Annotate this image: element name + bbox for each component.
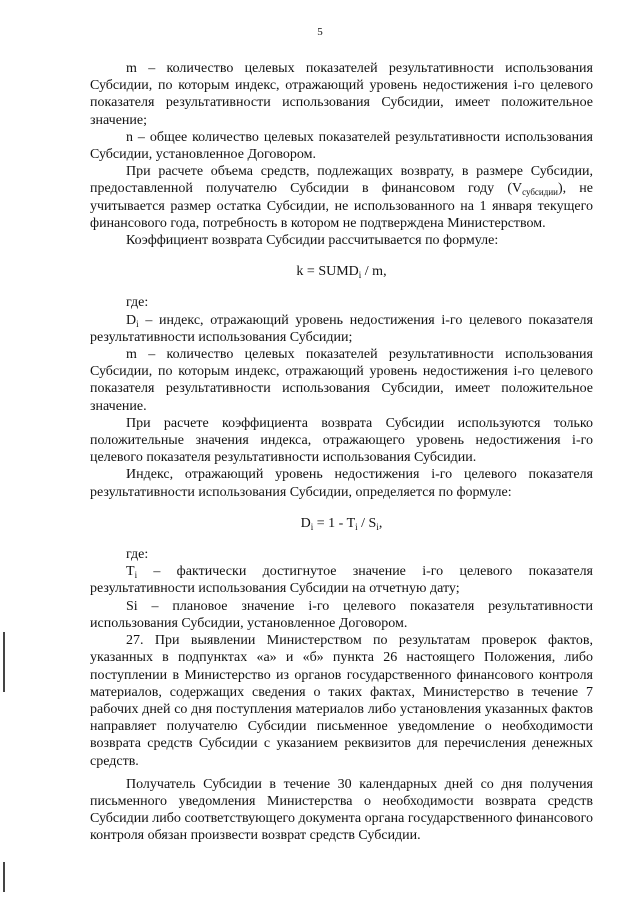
paragraph: При расчете коэффициента возврата Субсидии используются только положительные значения индекса, отражающего уровень недостижения i-го целевого показателя результативности использования Субсидии.: [90, 415, 593, 466]
paragraph: Получатель Субсидии в течение 30 календарных дней со дня получения письменного уведомления Министерства о необходимости возврата средств Субсидии либо соответствующего документа органа государственного финансового контроля обязан произвести возврат средств Субсидии.: [90, 776, 593, 844]
paragraph: При расчете объема средств, подлежащих возврату, в размере Субсидии, предоставленной получателю Субсидии в финансовом году $(V_{субсидии})$, не учитывается размер остатка Субсидии, не использованного на 1 января текущего финансового года, потребность в котором не подтверждена Министерством.: [90, 164, 593, 231]
document-body: [90, 60, 593, 845]
margin-scan-mark: [3, 632, 5, 692]
paragraph: где:: [126, 295, 149, 311]
paragraph: Si – плановое значение i-го целевого показателя результативности использования Субсидии, установленное Договором.: [90, 598, 593, 631]
paragraph: 27. При выявлении Министерством по результатам проверок фактов, указанных в подпунктах «а» и «б» пункта 26 настоящего Положения, либо поступлении в Министерство из органов государственного финансового контроля материалов, содержащих сведения о таких фактах, Министерство в течение 7 рабочих дней со дня поступления материалов либо установления указанных фактов направляет получателю Субсидии письменное уведомление о необходимости возврата средств Субсидии с указанием реквизитов для перечисления денежных средств.: [90, 633, 593, 769]
formula-k: $k = SUMD_i / m$,: [296, 264, 387, 281]
paragraph: m – количество целевых показателей результативности использования Субсидии, по которым индекс, отражающий уровень недостижения i-го целевого показателя результативности использования Субсидии, имеет положительное значение;: [90, 61, 593, 128]
paragraph: Индекс, отражающий уровень недостижения i-го целевого показателя результативности использования Субсидии, определяется по формуле:: [90, 467, 593, 500]
paragraph: n – общее количество целевых показателей результативности использования Субсидии, установленное Договором.: [90, 129, 593, 163]
paragraph: Коэффициент возврата Субсидии рассчитывается по формуле:: [126, 233, 499, 249]
paragraph: где:: [126, 547, 149, 563]
page-number: 5: [317, 26, 323, 38]
formula-d: $D_i = 1 - T_i / S_i$,: [300, 515, 383, 532]
paragraph: m – количество целевых показателей результативности использования Субсидии, по которым индекс, отражающий уровень недостижения i-го целевого показателя результативности использования Субсидии, имеет положительное значение.: [90, 347, 593, 414]
paragraph: $D_i$ – индекс, отражающий уровень недостижения i-го целевого показателя результативности использования Субсидии;: [90, 312, 593, 345]
paragraph: $T_i$ – фактически достигнутое значение i-го целевого показателя результативности использования Субсидии на отчетную дату;: [90, 564, 593, 597]
margin-scan-mark: [3, 862, 5, 892]
